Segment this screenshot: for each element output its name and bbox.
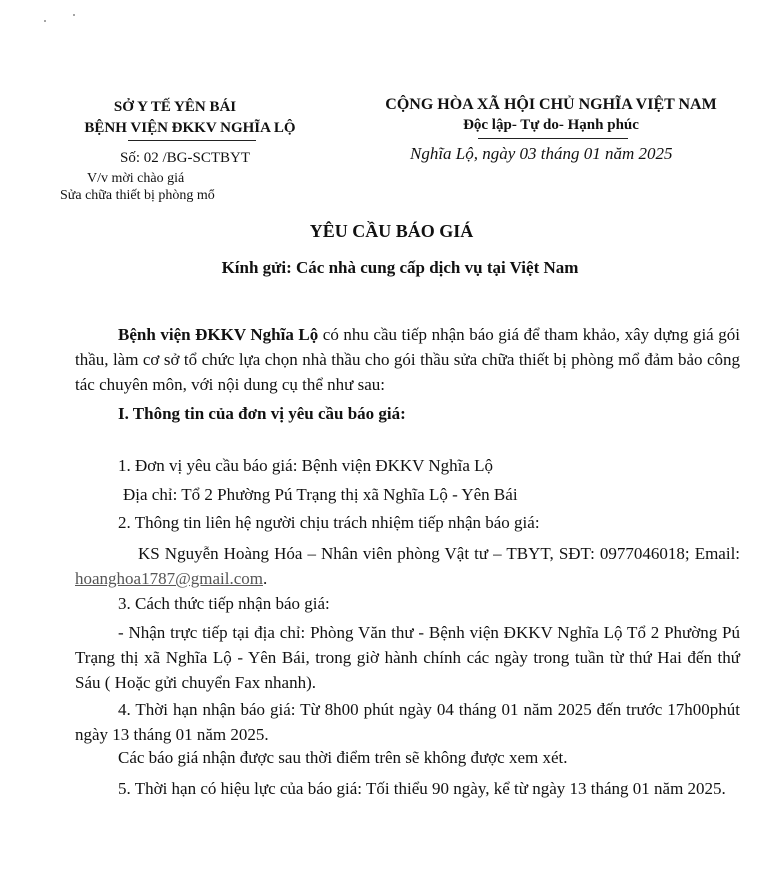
nation-title: CỘNG HÒA XÃ HỘI CHỦ NGHĨA VIỆT NAM [385,96,717,113]
item-2: 2. Thông tin liên hệ người chịu trách nhiệm tiếp nhận báo giá: [118,513,540,532]
document-title: YÊU CẦU BÁO GIÁ [309,221,474,241]
nation-motto: Độc lập- Tự do- Hạnh phúc [463,117,639,133]
intro-text: có nhu cầu tiếp nhận báo giá để tham khảo, xây dựng giá gói thầu, làm cơ sở tổ chức lựa chọn nhà thầu cho gói thầu sửa chữa thiết bị phòng mổ đảm bảo công tác chuyên môn, với nội dung cụ thể như sau: [75,325,740,394]
greeting: Kính gửi: Các nhà cung cấp dịch vụ tại Việt Nam [221,258,579,277]
doc-number: Số: 02 /BG-SCTBYT [120,150,251,166]
email-label: Email: [694,544,741,563]
org-underline [128,140,256,141]
item-1: 1. Đơn vị yêu cầu báo giá: Bệnh viện ĐKKV Nghĩa Lộ [118,456,494,475]
org-parent: SỞ Y TẾ YÊN BÁI [113,99,237,115]
contact-text: KS Nguyễn Hoàng Hóa – Nhân viên phòng Vật tư – TBYT, SĐT: 0977046018; [138,544,690,563]
item-4-note: Các báo giá nhận được sau thời điểm trên sẽ không được xem xét. [118,748,568,767]
org-name: BỆNH VIỆN ĐKKV NGHĨA LỘ [84,120,296,136]
place-date: Nghĩa Lộ, ngày 03 tháng 01 năm 2025 [410,144,673,163]
scan-speck [44,20,46,22]
intro-paragraph [75,322,740,397]
item-1-address: Địa chỉ: Tổ 2 Phường Pú Trạng thị xã Nghĩa Lộ - Yên Bái [123,485,518,504]
email-end: . [262,569,268,588]
email-link[interactable]: hoanghoa1787@gmail.com [75,569,263,588]
item-5: 5. Thời hạn có hiệu lực của báo giá: Tối thiểu 90 ngày, kể từ ngày 13 tháng 01 năm 2025. [118,779,726,798]
doc-subject-line1: V/v mời chào giá [87,171,185,186]
doc-subject-line2: Sửa chữa thiết bị phòng mổ [60,188,215,203]
item-2-contact [75,541,740,591]
item-3-detail: - Nhận trực tiếp tại địa chỉ: Phòng Văn thư - Bệnh viện ĐKKV Nghĩa Lộ Tổ 2 Phường Pú Trạng thị xã Nghĩa Lộ - Yên Bái, trong giờ hành chính các ngày trong tuần từ thứ Hai đến thứ Sáu ( Hoặc gửi chuyển Fax nhanh). [75,623,740,692]
motto-underline [478,138,628,139]
item-4: 4. Thời hạn nhận báo giá: Từ 8h00 phút ngày 04 tháng 01 năm 2025 đến trước 17h00phút ngày 13 tháng 01 năm 2025. [75,700,740,744]
section-heading: I. Thông tin của đơn vị yêu cầu báo giá: [118,404,406,423]
scan-speck [73,14,75,16]
item-3: 3. Cách thức tiếp nhận báo giá: [118,594,330,613]
intro-lead: Bệnh viện ĐKKV Nghĩa Lộ [118,325,319,344]
